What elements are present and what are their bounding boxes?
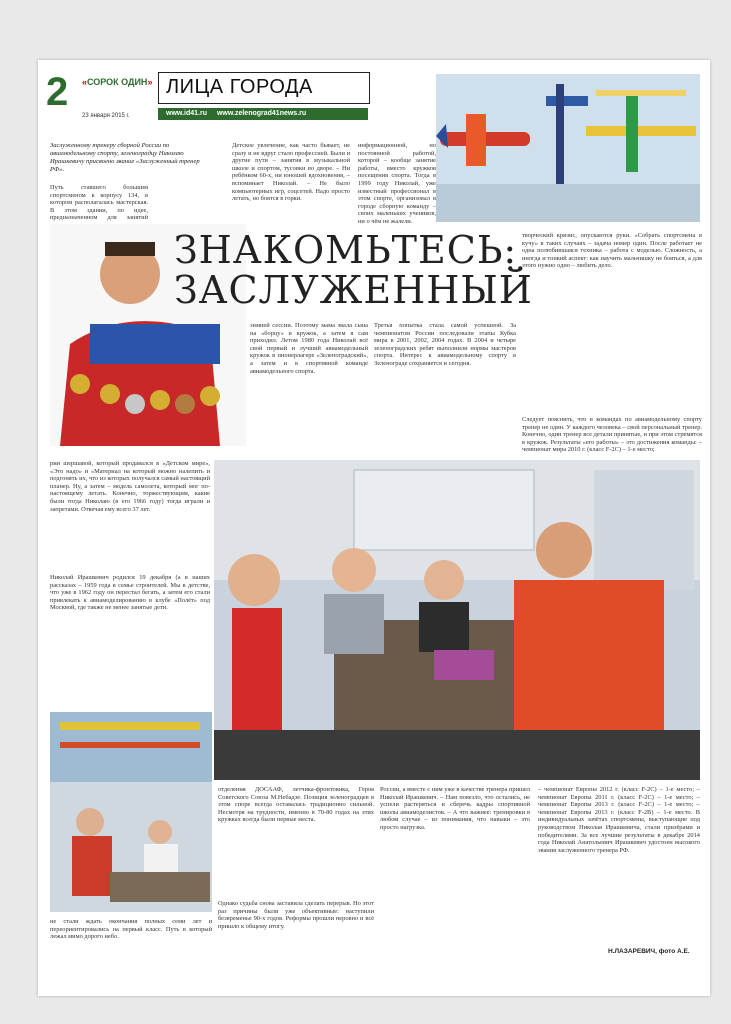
text-col-1: Путь ставшего большим спортсменом к корпусу 134, в котором располагалась мастерская. В этом здании, по идее, предназначенном для занятий <box>50 184 148 222</box>
newspaper-page <box>38 60 710 996</box>
planes-illustration <box>436 74 700 222</box>
planes-photo <box>436 74 700 222</box>
kid-3 <box>419 560 469 652</box>
kid-1 <box>228 554 282 758</box>
workshop-photo <box>50 712 212 912</box>
page-number: 2 <box>46 70 69 114</box>
kid-2 <box>324 548 384 654</box>
section-title: ЛИЦА ГОРОДА <box>166 76 313 98</box>
text-col-left-2: рии шершавой, который продавался в «Детском мире», «Это надо» и «Материал на который можно налепить и подгонять их, что из которых получался самый настоящий планер. Ну, а затем – модель самолета, который мог по-настоящему летать. Конечно, торжествующим, какие были тогда Николаю (в его 1966 году) тогда играли и запретами. Отвечая ему всего 37 лет. <box>50 460 210 513</box>
site-bar <box>158 108 368 120</box>
text-col-2: Детское увлечение, как часто бывает, не сразу и не вдруг стало профессией. Были и другие пути – занятия в музыкальной школе и спортом, тусовки во дворе. – Ни ребёнком 60-х, ни юношей вдохновения, – вспоминает Николай. – Не было компьютерных игр, соцсетей. Надо просто летать, но боятся в горки. <box>232 142 350 203</box>
brand-logo: «СОРОК ОДИН» <box>82 77 153 87</box>
text-col-left-3: Николай Ирашкевич родился 19 декабря (а в наших рассказах – 1959 года в семье строителей. Мы в детстве, что уже в 1962 году он перестал бегать, а затем его стали привлекать к авиамоделированию в клубе «Полёт» под Москвой, где также не менее занятые дети. <box>50 574 210 612</box>
kids-workshop-photo <box>214 460 700 780</box>
site-link-2[interactable]: www.zelenograd41news.ru <box>216 110 307 117</box>
text-col-bottom-3: – чемпионат Европы 2012 г. (класс F-2C) – 1-е место; – чемпионат Европы 2011 г. (класс F-2C) – 1-е место; – чемпионат Европы 2013 г. (класс F-2C) – 1-е место; – чемпионат Европы 2013 г. (класс F-2B) – 1-е место. В индивидуальных зачётах спортсмены, выступающие под руководством Николая Ирашкевича, стали призёрами и победителями. За все лучшие результаты в декабре 2014 года Николай Анатольевич Ирашкевич удостоен высокого звания заслуженного тренера РФ. <box>538 786 700 854</box>
text-col-bottom-2: России, а вместе с ним уже в качестве тренера пришел Николай Ирашкевич. – Нам повезло, что остались, не успели растеряться и сберечь кадры спортивной школы авиамоделистов. – А что важнее: тренировки в любом случае – из понимания, что навыки – это просто нагрузка. <box>380 786 530 831</box>
article-lead: Заслуженному тренеру сборной России по авиамодельному спорту, зеленоградцу Николаю Ирашкевичу присвоено звание «Заслуженный тренер РФ». <box>50 142 200 173</box>
text-col-bottom-1: отделения ДОСААФ, летчика-фронтовика, Героя Советского Союза М.Небадзе. Позиция зеленоградцев в этом споре всегда оставалась традиционно сильной. Несмотря на трудности, именно в 70-80 годах на этих кружках всегда были первые места. <box>218 786 374 824</box>
workshop-illustration <box>50 712 212 912</box>
issue-date: 23 января 2015 г. <box>82 113 130 119</box>
kids-workshop-illustration <box>214 460 700 780</box>
text-col-bottom-mid: Однако судьба снова заставила сделать перерыв. Но этот раз причины были уже объективные: наступили безвременье 90-х годов. Реформы прошли неровно и всё пришло к общему итогу. <box>218 900 374 930</box>
text-col-3: информационной, но постоянной работой, которой – кообще занятие работы, вместо кружков посещения спорта. Тогда в 1999 году Николай, уже известный профессионал в этом спорте, организовал в городе сборную команду – своих маленьких учеников, ни о чём не жалели. <box>358 142 436 225</box>
text-col-mid: зимней сессии. Поэтому мама звала сына на «борцу» в кружок, а затем я сам приходил. Летом 1980 года Николай всё свой первый и лучший авиамодельный кружок в пионерлагере «Зеленоградский», а затем и в спортивной команде авиамодельного спорта. <box>250 322 368 375</box>
text-col-4: творческий кризис, опускаются руки. «Собрать спортсмена в кучу» в таких случаях – задача номер один. После работает не одна полюбившаяся техника – работа с моделью. Сложность, а иногда и тонкий аспект: как научить мальчишку не бояться, а для этого нужно одно – любить дело. <box>522 232 702 270</box>
text-col-mid2: Третья попытка стала самой успешной. За чемпионатом России последовали этапы Кубка мира в 2001, 2002, 2004 годах. В 2004 и четыре зеленоградских ребят выполнили нормы мастеров спорта. Интерес к авиамодельному спорту в Зеленограде сохраняется и сегодня. <box>374 322 516 367</box>
text-col-right-2: Следует пояснить, что в командах по авиамодельному спорту тренер не один. У каждого человека – свой персональный тренер. Конечно, один тренер все детали принятые, и при этом стремятся в кружок. Результаты «его работы» – это достижения команды: – чемпионат мира 2010 г. (класс F-2C) – 1-е место; <box>522 416 702 454</box>
model-part-icon <box>434 650 494 680</box>
text-col-bottom-left: не стали ждать окончания полных семи лет и переориентировались на первый класс. Путь в который лежал мимо дорого небо. <box>50 918 212 941</box>
site-link-1[interactable]: www.id41.ru <box>166 110 207 117</box>
author-signature: Н.ЛАЗАРЕВИЧ, фото А.Е. <box>608 948 690 955</box>
article-headline: ЗНАКОМЬТЕСЬ: ЗАСЛУЖЕННЫЙ <box>174 228 533 312</box>
